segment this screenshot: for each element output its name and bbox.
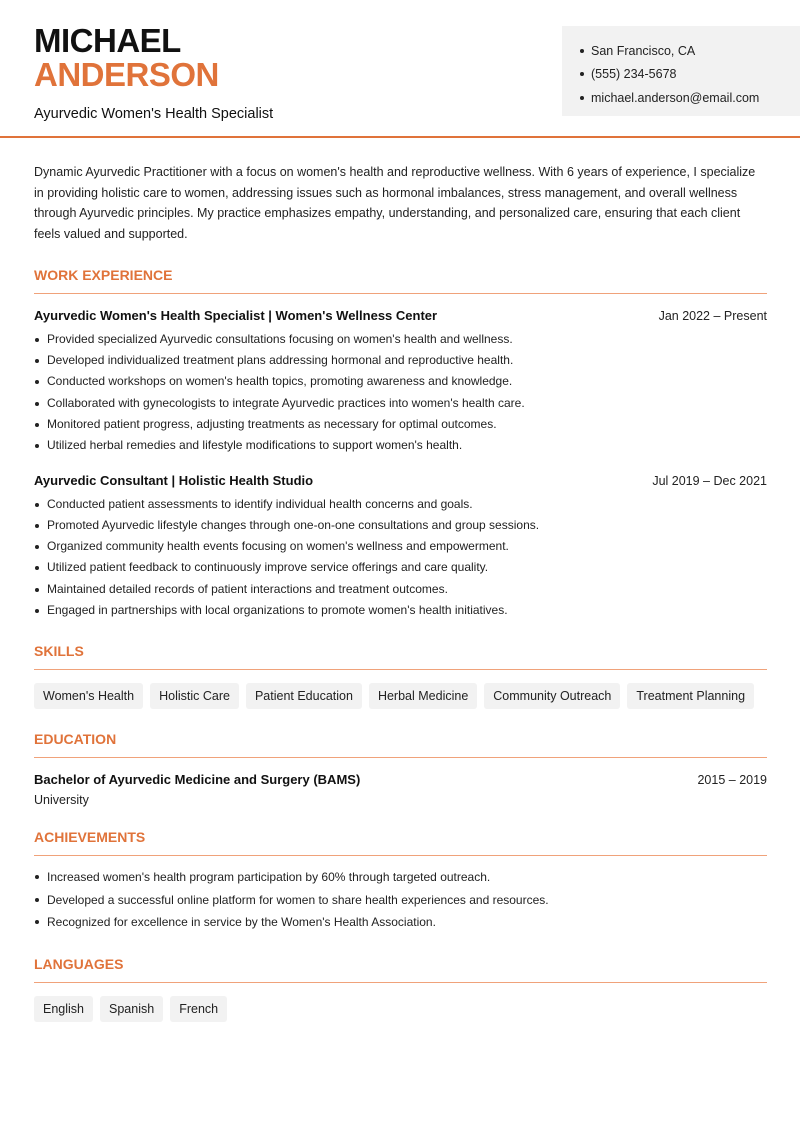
education-entry [34,772,767,807]
list-item: Collaborated with gynecologists to integrate Ayurvedic practices into women's health care. [34,393,767,414]
education-school: University [34,793,89,808]
bullet-icon [580,72,584,76]
skill-chip: Community Outreach [484,683,620,709]
job-header [34,308,767,323]
achievements-block [34,866,767,934]
last-name: ANDERSON [34,56,219,93]
skill-chip: Holistic Care [150,683,239,709]
contact-phone-text: (555) 234-5678 [591,67,677,82]
contact-email [580,86,800,110]
list-item: Promoted Ayurvedic lifestyle changes through one-on-one consultations and group sessions. [34,515,767,536]
job-role: Ayurvedic Women's Health Specialist | Women's Wellness Center [34,307,438,323]
resume-header [0,0,800,138]
skills-list [34,683,767,709]
job-date: Jan 2022 – Present [658,308,767,323]
job-header [34,473,767,488]
job-role: Ayurvedic Consultant | Holistic Health Studio [34,472,314,488]
achievements-list [34,866,767,934]
bullet-icon [580,49,584,53]
skill-chip: Treatment Planning [627,683,754,709]
contact-box [562,26,800,116]
list-item: Conducted workshops on women's health topics, promoting awareness and knowledge. [34,371,767,392]
contact-phone [580,63,800,87]
language-chip: French [170,996,227,1022]
section-title-work: WORK EXPERIENCE [34,267,767,294]
list-item: Developed a successful online platform for women to share health experiences and resources. [34,889,767,912]
list-item: Utilized patient feedback to continuously improve service offerings and care quality. [34,557,767,578]
name-block [34,24,273,122]
list-item: Organized community health events focusing on women's wellness and empowerment. [34,536,767,557]
summary: Dynamic Ayurvedic Practitioner with a focus on women's health and reproductive wellness. With 6 years of experience, I specialize in providing holistic care to women, addressing issues such as hormonal imbalances, stress management, and overall wellness through Ayurvedic principles. My practice emphasizes empathy, understanding, and personalized care, ensuring that each client feels valued and supported. [34,165,756,242]
list-item: Provided specialized Ayurvedic consultations focusing on women's health and wellness. [34,329,767,350]
job-entry [34,473,767,622]
skill-chip: Herbal Medicine [369,683,477,709]
list-item: Conducted patient assessments to identify individual health concerns and goals. [34,494,767,515]
first-name: MICHAEL [34,22,181,59]
job-bullets [34,329,767,457]
education-degree: Bachelor of Ayurvedic Medicine and Surgery (BAMS) [34,772,361,788]
bullet-icon [580,96,584,100]
section-title-achievements: ACHIEVEMENTS [34,829,767,856]
list-item: Maintained detailed records of patient interactions and treatment outcomes. [34,579,767,600]
section-title-skills: SKILLS [34,643,767,670]
section-title-languages: LANGUAGES [34,956,767,983]
contact-location-text: San Francisco, CA [591,43,696,58]
contact-email-text: michael.anderson@email.com [591,90,760,105]
job-title: Ayurvedic Women's Health Specialist [34,106,274,122]
job-entry [34,308,767,457]
list-item: Monitored patient progress, adjusting treatments as necessary for optimal outcomes. [34,414,767,435]
skill-chip: Women's Health [34,683,143,709]
list-item: Utilized herbal remedies and lifestyle modifications to support women's health. [34,435,767,456]
list-item: Recognized for excellence in service by the Women's Health Association. [34,911,767,934]
job-date: Jul 2019 – Dec 2021 [652,473,767,488]
contact-location [580,39,800,63]
section-title-education: EDUCATION [34,731,767,758]
job-bullets [34,494,767,622]
languages-list [34,996,767,1022]
list-item: Developed individualized treatment plans addressing hormonal and reproductive health. [34,350,767,371]
language-chip: Spanish [100,996,163,1022]
resume-body [34,162,767,1022]
skill-chip: Patient Education [246,683,362,709]
list-item: Engaged in partnerships with local organizations to promote women's health initiatives. [34,600,767,621]
education-date: 2015 – 2019 [697,773,767,788]
language-chip: English [34,996,93,1022]
list-item: Increased women's health program participation by 60% through targeted outreach. [34,866,767,889]
education-header [34,772,767,787]
